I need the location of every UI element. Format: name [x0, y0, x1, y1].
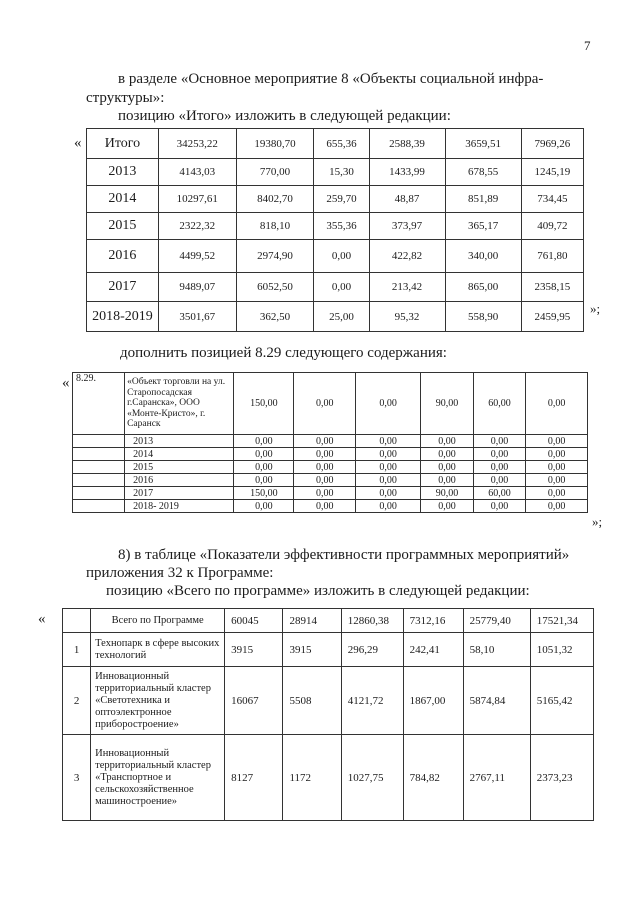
cell-value: 2373,23 — [530, 735, 593, 821]
cell-value: 0,00 — [294, 448, 356, 461]
cell-value: 16067 — [225, 667, 283, 735]
row-label: 2014 — [87, 186, 159, 213]
cell-value: 150,00 — [234, 373, 294, 435]
cell-value: 296,29 — [341, 633, 403, 667]
cell-value: 362,50 — [236, 302, 314, 332]
cell-value: 25,00 — [314, 302, 369, 332]
empty-cell — [73, 461, 125, 474]
cell-value: 0,00 — [356, 500, 421, 513]
table-itogo-row — [87, 213, 584, 240]
table-cluster-row — [63, 667, 594, 735]
cell-value: 19380,70 — [236, 129, 314, 159]
cell-value: 1027,75 — [341, 735, 403, 821]
cell-value: 1433,99 — [369, 159, 445, 186]
cell-value: 0,00 — [526, 373, 588, 435]
row-index: 3 — [63, 735, 91, 821]
cell-value: 4143,03 — [158, 159, 236, 186]
cell-value: 213,42 — [369, 273, 445, 302]
cell-value: 10297,61 — [158, 186, 236, 213]
closing-quote-2: »; — [592, 514, 603, 529]
cell-value: 770,00 — [236, 159, 314, 186]
cell-value: 0,00 — [234, 435, 294, 448]
cell-value: 3659,51 — [445, 129, 521, 159]
cluster-description: Технопарк в сфере высоких технологий — [91, 633, 225, 667]
cell-value: 0,00 — [294, 487, 356, 500]
cell-value: 60045 — [225, 609, 283, 633]
table-8-29-row — [73, 461, 588, 474]
table-itogo — [86, 128, 584, 332]
row-label: 2018-2019 — [87, 302, 159, 332]
opening-quote-1: « — [74, 135, 82, 151]
table-itogo-row — [87, 302, 584, 332]
cell-value: 2974,90 — [236, 240, 314, 273]
cell-value: 4121,72 — [341, 667, 403, 735]
table-vsego-po-programme — [62, 608, 594, 821]
cell-value: 0,00 — [473, 461, 526, 474]
row-label: 2015 — [87, 213, 159, 240]
cell-value: 0,00 — [473, 448, 526, 461]
cell-value: 242,41 — [403, 633, 463, 667]
cell-value: 0,00 — [421, 448, 474, 461]
cell-value: 12860,38 — [341, 609, 403, 633]
table-position-8-29 — [72, 372, 588, 513]
cell-value: 0,00 — [526, 448, 588, 461]
cell-value: 1245,19 — [521, 159, 583, 186]
cell-value: 7312,16 — [403, 609, 463, 633]
table-8-29-row — [73, 500, 588, 513]
cell-value: 60,00 — [473, 487, 526, 500]
cell-value: 761,80 — [521, 240, 583, 273]
cell-value: 60,00 — [473, 373, 526, 435]
paragraph-3-line-3: позицию «Всего по программе» изложить в следующей редакции: — [106, 583, 530, 599]
row-index: 1 — [63, 633, 91, 667]
empty-cell — [73, 474, 125, 487]
cell-value: 0,00 — [356, 448, 421, 461]
table-itogo-row — [87, 186, 584, 213]
cell-value: 2358,15 — [521, 273, 583, 302]
cell-value: 734,45 — [521, 186, 583, 213]
empty-cell — [73, 435, 125, 448]
cell-value: 0,00 — [526, 461, 588, 474]
cell-value: 0,00 — [314, 240, 369, 273]
cell-value: 5508 — [283, 667, 341, 735]
cell-value: 0,00 — [234, 474, 294, 487]
row-label: Всего по Программе — [91, 609, 225, 633]
cluster-description: Инновационный территориальный кластер «Транспортное и сельскохозяйственное машиностроение» — [91, 735, 225, 821]
cell-value: 355,36 — [314, 213, 369, 240]
cell-value: 1051,32 — [530, 633, 593, 667]
row-label: 2013 — [87, 159, 159, 186]
cell-value: 8127 — [225, 735, 283, 821]
cell-value: 9489,07 — [158, 273, 236, 302]
object-name: «Объект торговли на ул. Старопосадская г.Саранска», ООО «Монте-Кристо», г. Саранск — [125, 373, 234, 435]
cell-value: 365,17 — [445, 213, 521, 240]
cell-value: 558,90 — [445, 302, 521, 332]
table-8-29-row — [73, 435, 588, 448]
row-label: 2018- 2019 — [125, 500, 234, 513]
cell-value: 0,00 — [356, 461, 421, 474]
cell-value: 0,00 — [526, 435, 588, 448]
cell-value: 95,32 — [369, 302, 445, 332]
table-cluster-row — [63, 633, 594, 667]
cell-value: 0,00 — [421, 474, 474, 487]
cell-value: 0,00 — [473, 500, 526, 513]
closing-quote-1: »; — [590, 301, 601, 316]
cell-value: 373,97 — [369, 213, 445, 240]
cell-value: 0,00 — [526, 500, 588, 513]
cell-value: 28914 — [283, 609, 341, 633]
cell-value: 0,00 — [234, 500, 294, 513]
row-label: 2016 — [87, 240, 159, 273]
cell-value: 90,00 — [421, 373, 474, 435]
cell-value: 0,00 — [473, 474, 526, 487]
table-itogo-row — [87, 273, 584, 302]
cell-value: 784,82 — [403, 735, 463, 821]
row-label: 2013 — [125, 435, 234, 448]
opening-quote-3: « — [38, 611, 46, 627]
cell-value: 409,72 — [521, 213, 583, 240]
paragraph-3-line-1: 8) в таблице «Показатели эффективности программных мероприятий» — [118, 547, 570, 563]
row-label: 2017 — [87, 273, 159, 302]
cell-value: 8402,70 — [236, 186, 314, 213]
cell-value: 0,00 — [356, 487, 421, 500]
table-itogo-row — [87, 129, 584, 159]
cell-value: 0,00 — [421, 461, 474, 474]
cell-value: 2322,32 — [158, 213, 236, 240]
cell-value: 2767,11 — [463, 735, 530, 821]
cell-value: 2459,95 — [521, 302, 583, 332]
position-number: 8.29. — [73, 373, 125, 435]
cell-value: 2588,39 — [369, 129, 445, 159]
cell-value: 7969,26 — [521, 129, 583, 159]
cell-value: 48,87 — [369, 186, 445, 213]
table-8-29-head-row — [73, 373, 588, 435]
cell-value: 0,00 — [294, 435, 356, 448]
cell-value: 655,36 — [314, 129, 369, 159]
cell-value: 5165,42 — [530, 667, 593, 735]
cell-value: 0,00 — [356, 435, 421, 448]
cell-value: 0,00 — [526, 487, 588, 500]
cell-value: 0,00 — [294, 373, 356, 435]
cell-value: 17521,34 — [530, 609, 593, 633]
cell-value: 34253,22 — [158, 129, 236, 159]
opening-quote-2: « — [62, 375, 70, 391]
table-8-29-row — [73, 474, 588, 487]
cell-value: 0,00 — [526, 474, 588, 487]
table-8-29-row — [73, 448, 588, 461]
cell-value: 5874,84 — [463, 667, 530, 735]
cell-value: 0,00 — [234, 448, 294, 461]
paragraph-1-line-1: в разделе «Основное мероприятие 8 «Объекты социальной инфра- — [118, 71, 544, 87]
cell-value: 0,00 — [356, 474, 421, 487]
cell-value: 6052,50 — [236, 273, 314, 302]
row-label: 2014 — [125, 448, 234, 461]
table-itogo-row — [87, 159, 584, 186]
table-total-row — [63, 609, 594, 633]
table-cluster-row — [63, 735, 594, 821]
paragraph-1-line-2: структуры»: — [86, 90, 165, 106]
table-8-29-row — [73, 487, 588, 500]
cell-value: 3915 — [225, 633, 283, 667]
cell-value: 4499,52 — [158, 240, 236, 273]
page-number: 7 — [584, 38, 591, 53]
cell-value: 15,30 — [314, 159, 369, 186]
cell-value: 422,82 — [369, 240, 445, 273]
cell-value: 0,00 — [294, 500, 356, 513]
cell-value: 150,00 — [234, 487, 294, 500]
cell-value: 0,00 — [294, 461, 356, 474]
table-itogo-row — [87, 240, 584, 273]
cell-value: 340,00 — [445, 240, 521, 273]
paragraph-2: дополнить позицией 8.29 следующего содержания: — [120, 345, 447, 361]
row-label: 2017 — [125, 487, 234, 500]
cell-value: 25779,40 — [463, 609, 530, 633]
cell-value: 3501,67 — [158, 302, 236, 332]
empty-cell — [63, 609, 91, 633]
cell-value: 259,70 — [314, 186, 369, 213]
cell-value: 0,00 — [421, 435, 474, 448]
cell-value: 818,10 — [236, 213, 314, 240]
cluster-description: Инновационный территориальный кластер «Светотехника и оптоэлектронное приборостроение» — [91, 667, 225, 735]
cell-value: 0,00 — [234, 461, 294, 474]
cell-value: 0,00 — [473, 435, 526, 448]
cell-value: 1867,00 — [403, 667, 463, 735]
empty-cell — [73, 448, 125, 461]
cell-value: 0,00 — [294, 474, 356, 487]
row-index: 2 — [63, 667, 91, 735]
cell-value: 678,55 — [445, 159, 521, 186]
row-label: 2015 — [125, 461, 234, 474]
cell-value: 865,00 — [445, 273, 521, 302]
cell-value: 851,89 — [445, 186, 521, 213]
cell-value: 0,00 — [421, 500, 474, 513]
paragraph-3-line-2: приложения 32 к Программе: — [86, 565, 274, 581]
row-label: Итого — [87, 129, 159, 159]
row-label: 2016 — [125, 474, 234, 487]
cell-value: 0,00 — [314, 273, 369, 302]
paragraph-1-line-3: позицию «Итого» изложить в следующей редакции: — [118, 108, 451, 124]
empty-cell — [73, 500, 125, 513]
cell-value: 0,00 — [356, 373, 421, 435]
cell-value: 1172 — [283, 735, 341, 821]
cell-value: 3915 — [283, 633, 341, 667]
cell-value: 90,00 — [421, 487, 474, 500]
cell-value: 58,10 — [463, 633, 530, 667]
empty-cell — [73, 487, 125, 500]
